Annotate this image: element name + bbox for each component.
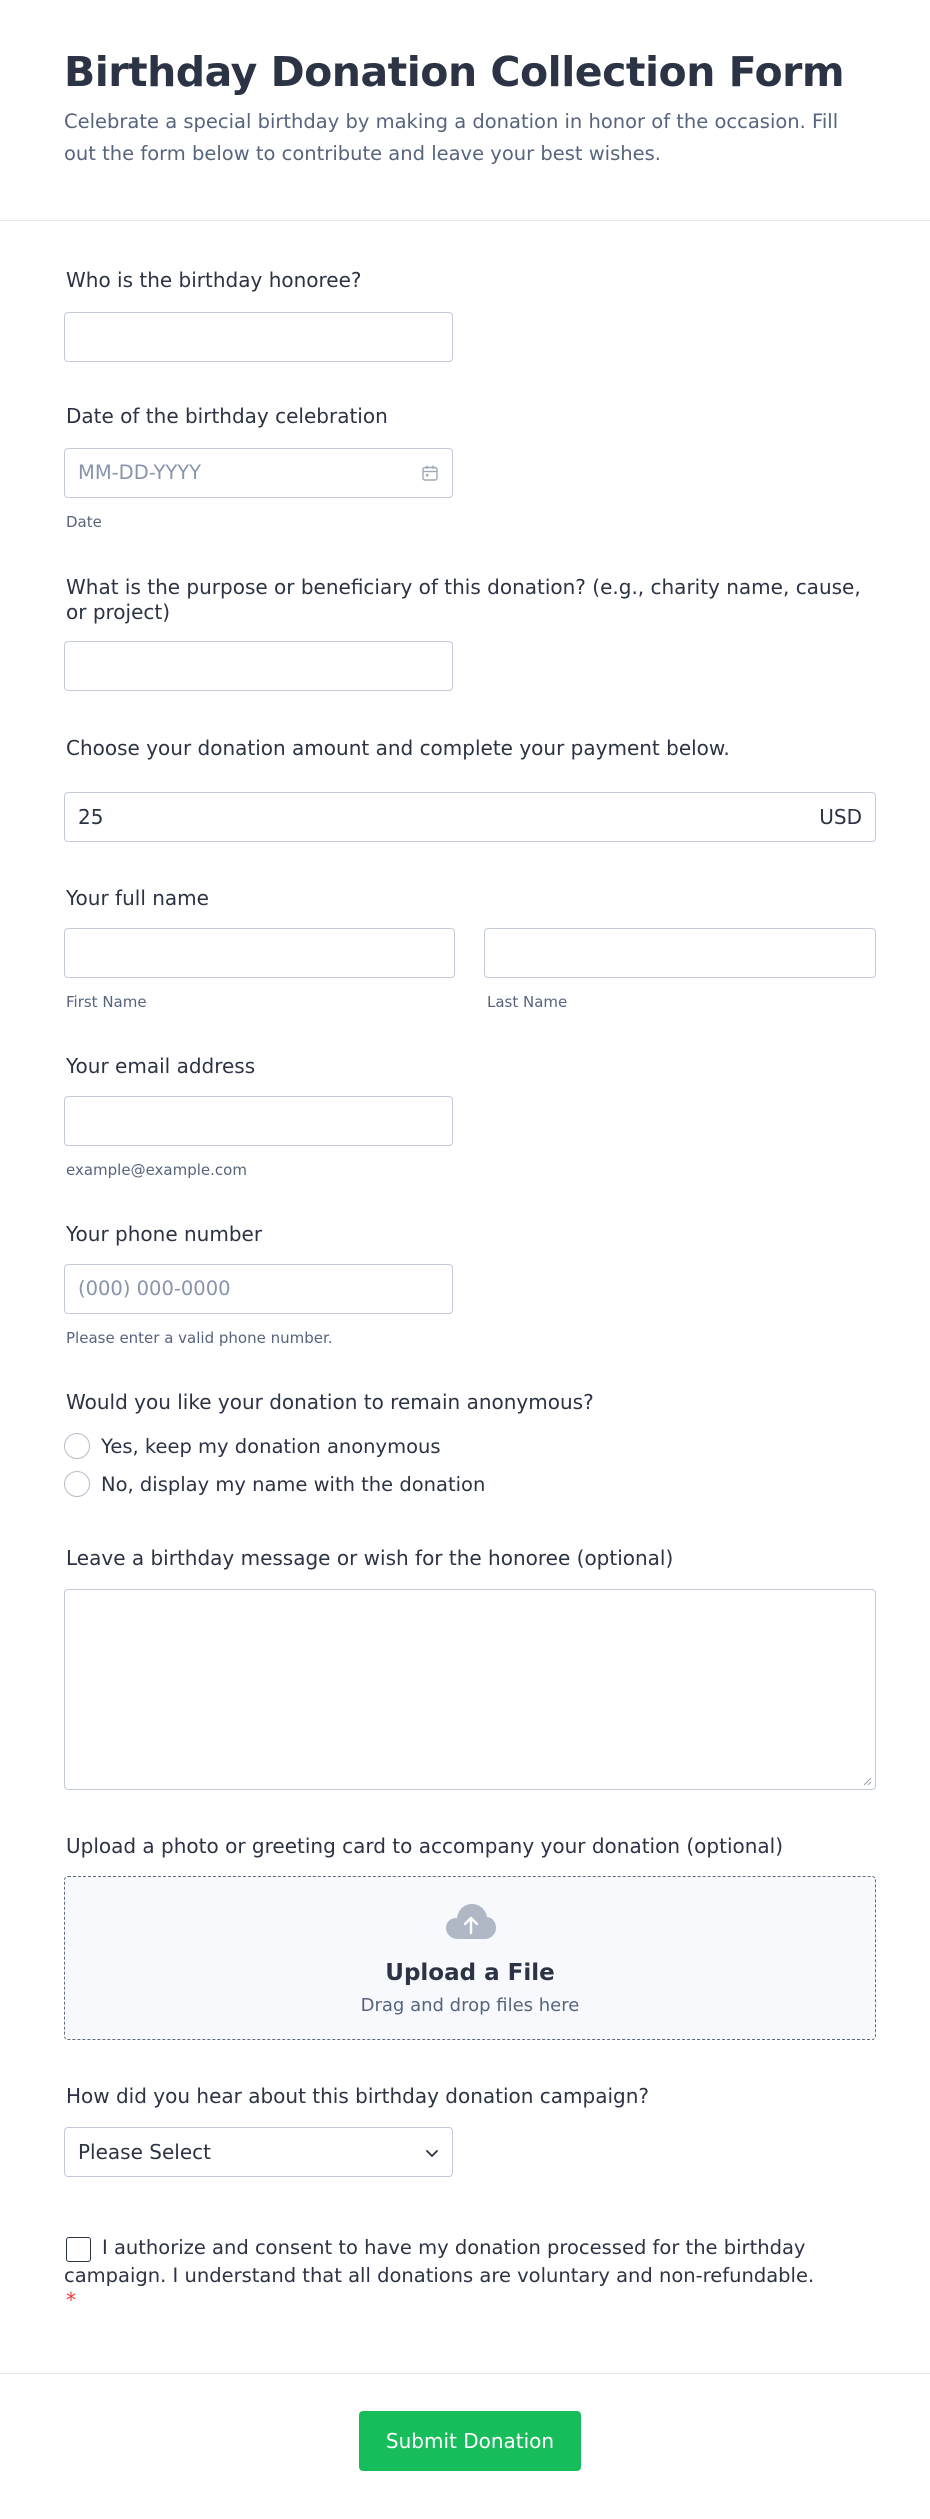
required-mark: * xyxy=(66,2288,76,2312)
phone-sublabel: Please enter a valid phone number. xyxy=(66,1329,333,1347)
amount-value: 25 xyxy=(78,805,104,829)
honoree-input[interactable] xyxy=(64,312,453,362)
last-name-input[interactable] xyxy=(484,928,876,978)
amount-input[interactable] xyxy=(64,792,876,842)
email-label: Your email address xyxy=(66,1054,256,1078)
calendar-icon[interactable] xyxy=(421,464,439,482)
currency-label: USD xyxy=(819,805,862,829)
file-upload-dropzone[interactable] xyxy=(64,1876,876,2040)
message-label: Leave a birthday message or wish for the honoree (optional) xyxy=(66,1546,674,1570)
page-title: Birthday Donation Collection Form xyxy=(64,48,845,96)
consent-checkbox[interactable] xyxy=(66,2237,91,2262)
upload-label: Upload a photo or greeting card to accompany your donation (optional) xyxy=(66,1834,784,1858)
form-header xyxy=(0,0,930,221)
date-label: Date of the birthday celebration xyxy=(66,404,388,428)
upload-title: Upload a File xyxy=(385,1960,555,1986)
resize-handle-icon[interactable] xyxy=(862,1776,872,1786)
date-sublabel: Date xyxy=(66,513,102,531)
source-select[interactable] xyxy=(64,2127,453,2177)
phone-label: Your phone number xyxy=(66,1222,263,1246)
submit-button[interactable]: Submit Donation xyxy=(359,2411,581,2471)
amount-label: Choose your donation amount and complete your payment below. xyxy=(66,736,730,760)
phone-placeholder: (000) 000-0000 xyxy=(78,1277,231,1300)
source-selected-value: Please Select xyxy=(78,2140,211,2164)
consent-text: I authorize and consent to have my donation processed for the birthday campaign. I understand that all donations are voluntary and non-refundable. xyxy=(64,2236,815,2287)
page-subtitle: Celebrate a special birthday by making a donation in honor of the occasion. Fill out the form below to contribute and leave your best wishes. xyxy=(64,110,839,165)
last-name-sublabel: Last Name xyxy=(487,993,568,1011)
honoree-label: Who is the birthday honoree? xyxy=(66,268,362,292)
purpose-input[interactable] xyxy=(64,641,453,691)
anonymous-label: Would you like your donation to remain anonymous? xyxy=(66,1390,594,1414)
upload-subtitle: Drag and drop files here xyxy=(360,1995,580,2016)
radio-option-label: No, display my name with the donation xyxy=(101,1473,486,1496)
chevron-down-icon xyxy=(424,2145,440,2161)
email-sublabel: example@example.com xyxy=(66,1161,247,1179)
date-placeholder: MM-DD-YYYY xyxy=(78,461,202,484)
cloud-upload-icon xyxy=(445,1902,497,1942)
first-name-sublabel: First Name xyxy=(66,993,147,1011)
full-name-label: Your full name xyxy=(66,886,209,910)
radio-option-label: Yes, keep my donation anonymous xyxy=(101,1435,441,1458)
radio-button[interactable] xyxy=(64,1433,90,1459)
email-input[interactable] xyxy=(64,1096,453,1146)
radio-button[interactable] xyxy=(64,1471,90,1497)
phone-input[interactable] xyxy=(64,1264,453,1314)
first-name-input[interactable] xyxy=(64,928,455,978)
purpose-label: What is the purpose or beneficiary of this donation? (e.g., charity name, cause, or project) xyxy=(66,575,861,624)
date-input[interactable] xyxy=(64,448,453,498)
source-label: How did you hear about this birthday donation campaign? xyxy=(66,2084,650,2108)
message-textarea[interactable] xyxy=(64,1589,876,1790)
